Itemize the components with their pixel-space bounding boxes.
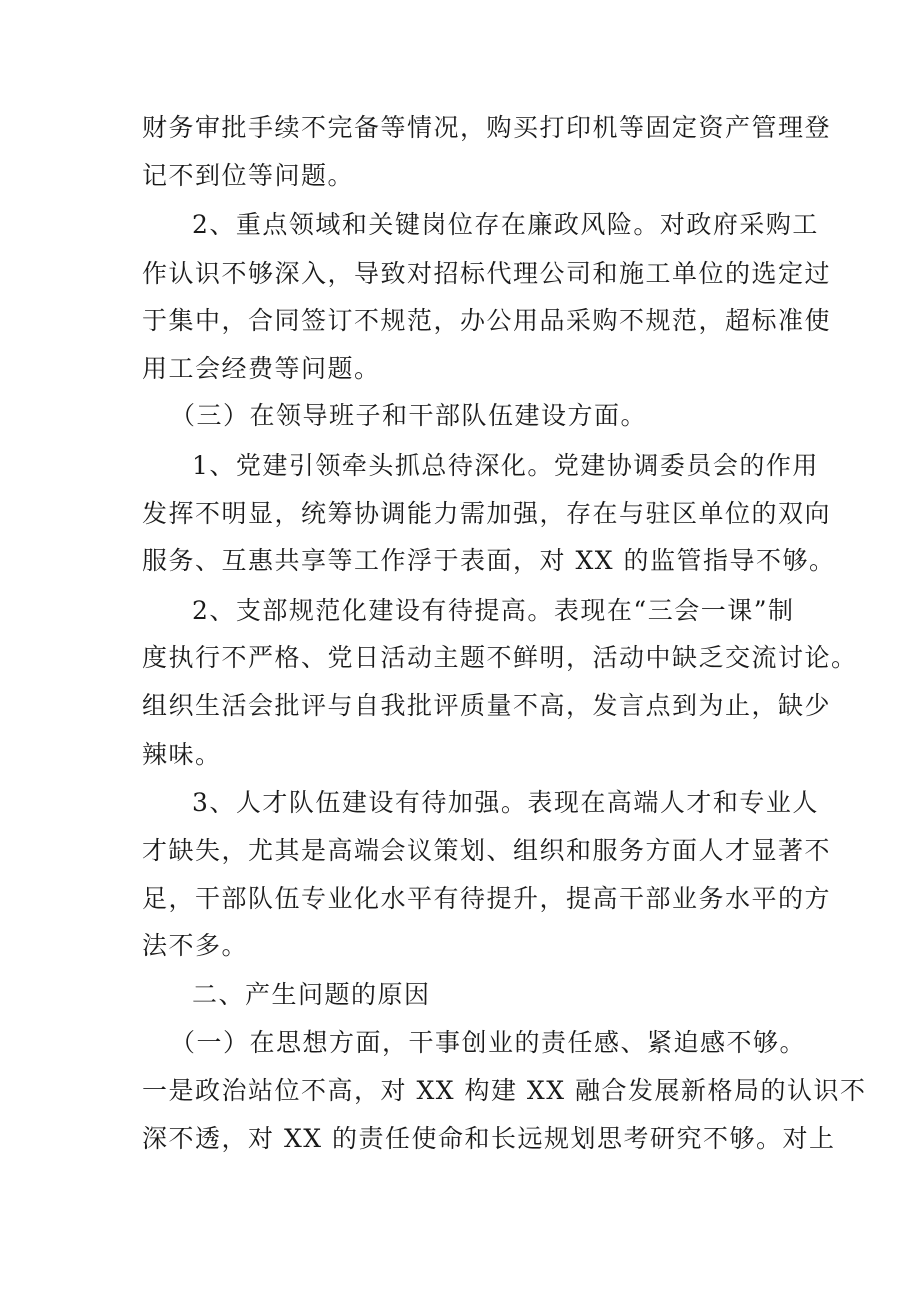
body-text-line: 用工会经费等问题。 [142,354,381,383]
section-heading: （一）在思想方面，干事创业的责任感、紧迫感不够。 [170,1028,807,1057]
list-item-heading: 2、重点领域和关键岗位存在廉政风险。对政府采购工 [192,210,819,239]
list-item-heading: 3、人才队伍建设有待加强。表现在高端人才和专业人 [192,788,819,817]
body-text-line: 度执行不严格、党日活动主题不鲜明，活动中缺乏交流讨论。 [142,643,858,672]
body-text-line: 深不透，对 XX 的责任使命和长远规划思考研究不够。对上 [142,1124,836,1153]
body-text-line: 发挥不明显，统筹协调能力需加强，存在与驻区单位的双向 [142,499,832,528]
body-text-line: 足，干部队伍专业化水平有待提升，提高干部业务水平的方 [142,884,832,913]
list-item-heading: 2、支部规范化建设有待提高。表现在“三会一课”制 [192,596,795,625]
body-text-line: 组织生活会批评与自我批评质量不高，发言点到为止，缺少 [142,691,832,720]
body-text-line: 作认识不够深入，导致对招标代理公司和施工单位的选定过 [142,259,832,288]
body-text-line: 记不到位等问题。 [142,161,355,190]
body-text-line: 财务审批手续不完备等情况，购买打印机等固定资产管理登 [142,113,832,142]
body-text-line: 于集中，合同签订不规范，办公用品采购不规范，超标准使 [142,306,832,335]
chapter-heading: 二、产生问题的原因 [192,980,431,1009]
body-text-line: 法不多。 [142,931,249,960]
body-text-line: 服务、互惠共享等工作浮于表面，对 XX 的监管指导不够。 [142,546,836,575]
body-text-line: 辣味。 [142,740,222,769]
section-heading: （三）在领导班子和干部队伍建设方面。 [170,401,648,430]
body-text-line: 一是政治站位不高，对 XX 构建 XX 融合发展新格局的认识不 [142,1076,867,1105]
body-text-line: 才缺失，尤其是高端会议策划、组织和服务方面人才显著不 [142,836,832,865]
list-item-heading: 1、党建引领牵头抓总待深化。党建协调委员会的作用 [192,451,819,480]
